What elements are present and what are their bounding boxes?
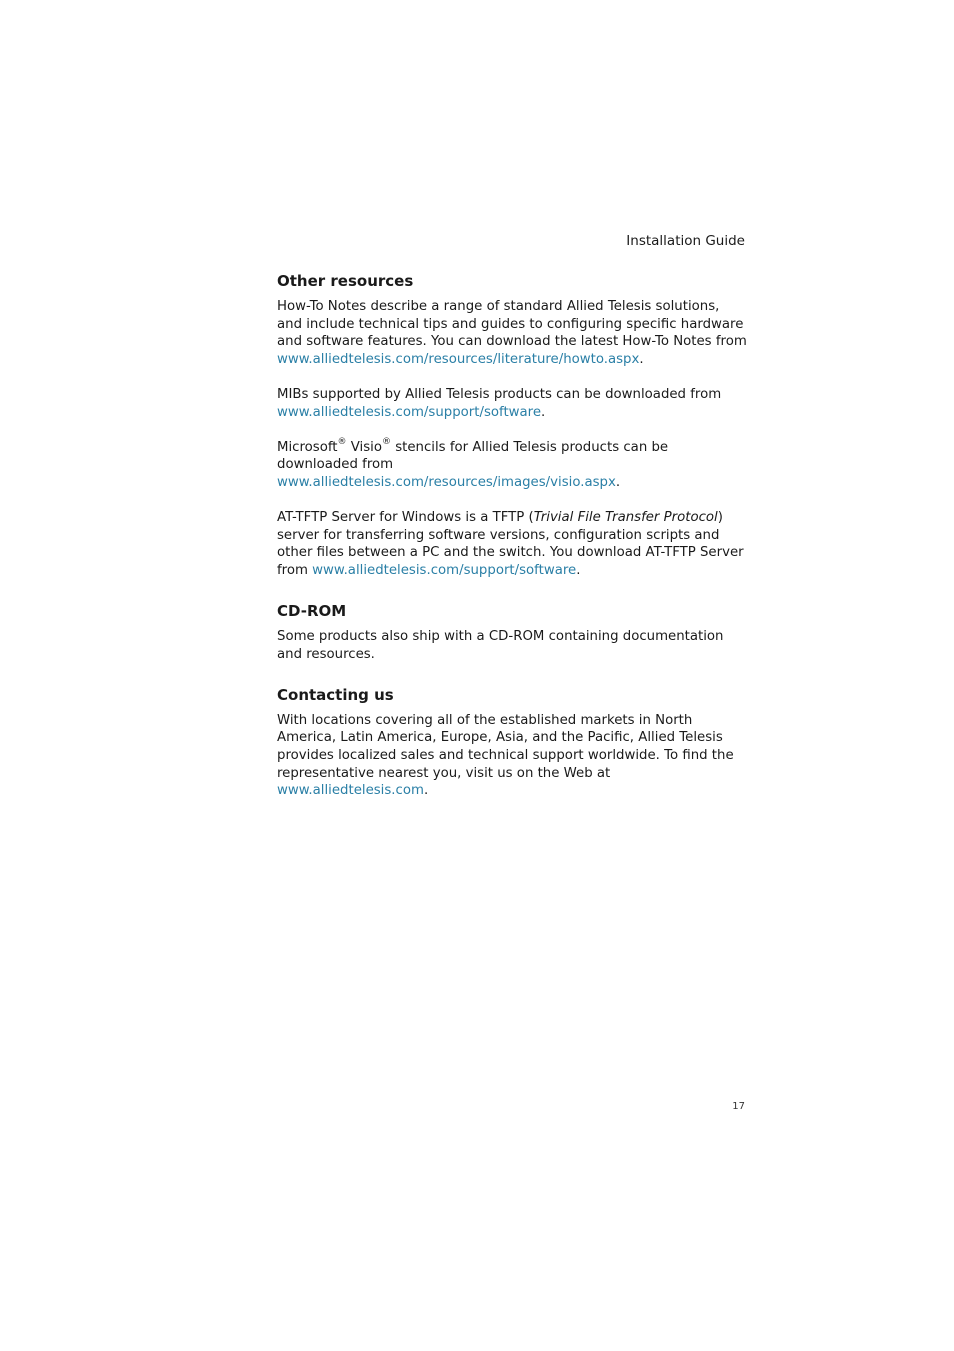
paragraph-visio: Microsoft® Visio® stencils for Allied Telesis products can be downloaded from www.alliedtelesis.com/resources/images/visio.aspx.: [277, 437, 669, 490]
document-body: [277, 271, 747, 800]
registered-mark: ®: [382, 437, 391, 448]
paragraph-howto-notes: How-To Notes describe a range of standard Allied Telesis solutions, and include technical tips and guides to configuring specific hardware and software features. You can download the latest How-To Notes from www.alliedtelesis.com/resources/literature/howto.aspx.: [277, 299, 747, 367]
section-heading-other-resources: Other resources: [277, 272, 414, 290]
paragraph-contacting: With locations covering all of the established markets in North America, Latin America, Europe, Asia, and the Pacific, Allied Telesis provides localized sales and technical support worldwide. To find the representative nearest you, visit us on the Web at www.alliedtelesis.com.: [277, 712, 734, 799]
visio-stencils-link[interactable]: www.alliedtelesis.com/resources/images/visio.aspx: [277, 474, 616, 490]
tftp-expansion: Trivial File Transfer Protocol: [533, 510, 718, 526]
tftp-software-link[interactable]: www.alliedtelesis.com/support/software: [312, 562, 577, 578]
paragraph-text: MIBs supported by Allied Telesis products can be downloaded from: [277, 386, 722, 402]
paragraph-cd-rom: Some products also ship with a CD-ROM containing documentation and resources.: [277, 629, 724, 662]
section-heading-contacting-us: Contacting us: [277, 685, 394, 704]
mibs-software-link[interactable]: www.alliedtelesis.com/support/software: [277, 404, 542, 420]
running-header: Installation Guide: [626, 233, 745, 249]
paragraph-mibs: MIBs supported by Allied Telesis products can be downloaded from www.alliedtelesis.com/support/software.: [277, 386, 722, 420]
paragraph-text: How-To Notes describe a range of standard Allied Telesis solutions, and include technical tips and guides to configuring specific hardware and software features. You can download the latest How-To Notes from: [277, 299, 747, 350]
alliedtelesis-home-link[interactable]: www.alliedtelesis.com: [277, 783, 424, 799]
page-number: 17: [732, 1101, 745, 1112]
paragraph-at-tftp: AT-TFTP Server for Windows is a TFTP (Trivial File Transfer Protocol) server for transferring software versions, configuration scripts and other files between a PC and the switch. You download AT-TFTP Server from www.alliedtelesis.com/support/software.: [277, 510, 744, 578]
section-heading-cd-rom: CD-ROM: [277, 602, 347, 621]
howto-notes-link[interactable]: www.alliedtelesis.com/resources/literature/howto.aspx: [277, 351, 640, 367]
registered-mark: ®: [337, 437, 347, 448]
